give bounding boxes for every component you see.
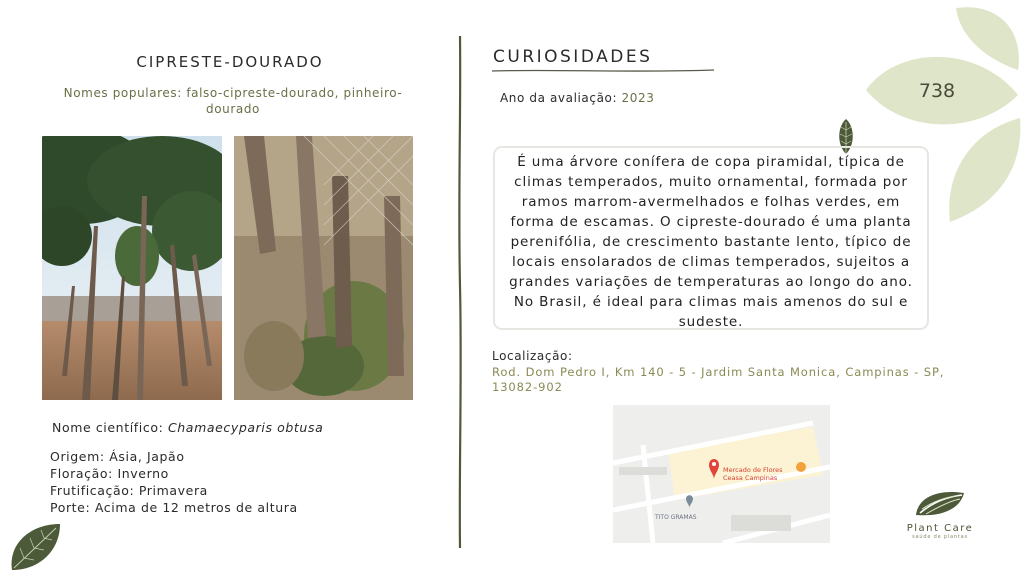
description-box: É uma árvore conífera de copa piramidal, típica de climas temperados, muito ornamental, formada por ramos marrom-avermelhados e folhas verdes, em forma de escamas. O cipreste-dourado é uma planta perenifólia, de crescimento bastante lento, típico de locais ensolarados de climas temperados, sujeitos a grandes variações de temperaturas ao longo do ano. No Brasil, é ideal para climas mais amenos do sul e sudeste. [493, 146, 929, 330]
popular-names: Nomes populares: falso-cipreste-dourado, pinheiro-dourado [63, 86, 403, 116]
year-value: 2023 [621, 91, 655, 105]
location-address: Rod. Dom Pedro I, Km 140 - 5 - Jardim Santa Monica, Campinas - SP, 13082-902 [492, 365, 945, 394]
logo-leaf-icon [912, 487, 968, 519]
plant-title: CIPRESTE-DOURADO [136, 53, 324, 71]
title-underline [492, 68, 714, 74]
location-label: Localização: [492, 349, 573, 363]
plant-care-logo [902, 487, 978, 540]
vertical-divider [455, 36, 465, 548]
map-pin-label-1: Mercado de Flores [723, 466, 783, 474]
logo-name: Plant Care [906, 523, 974, 534]
fact-flowering: Floração: Inverno [50, 466, 169, 481]
map-pin-label-2: Ceasa Campinas [723, 474, 778, 482]
plant-facts [50, 448, 298, 516]
evaluation-year [500, 91, 655, 105]
fact-size: Porte: Acima de 12 metros de altura [50, 500, 298, 515]
scientific-name [52, 420, 323, 435]
tree-photo [42, 136, 222, 400]
year-label: Ano da avaliação: [500, 91, 618, 105]
plant-number: 738 [918, 80, 956, 102]
decorative-leaf-bottom-left [6, 520, 64, 574]
scientific-name-label: Nome científico: [52, 420, 168, 435]
logo-tagline: saúde de plantas [912, 534, 968, 540]
location-map[interactable] [613, 405, 830, 543]
curiosities-title: CURIOSIDADES [493, 47, 653, 67]
fact-fruiting: Frutificação: Primavera [50, 483, 208, 498]
map-place-label: TITO GRAMAS [655, 514, 697, 521]
scientific-name-value: Chamaecyparis obtusa [167, 420, 324, 435]
fact-origin: Origem: Ásia, Japão [50, 449, 185, 464]
fence-photo [234, 136, 413, 400]
